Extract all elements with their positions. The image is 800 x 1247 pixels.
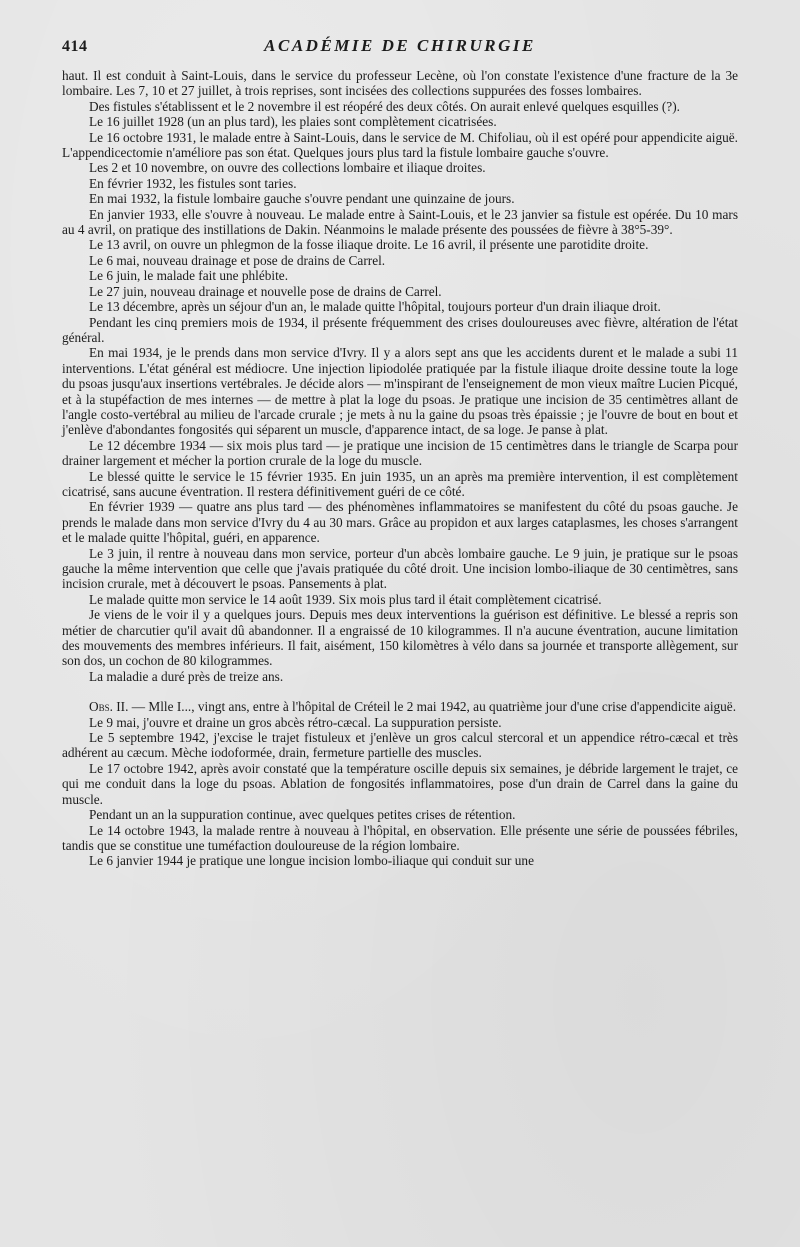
- observation-label: Obs. II.: [89, 699, 129, 715]
- paragraph: Le 14 octobre 1943, la malade rentre à nouveau à l'hôpital, en observation. Elle présente une série de poussées fébriles, tandis que se constitue une tuméfaction douloureuse de la région lombaire.: [62, 822, 738, 853]
- paragraph: Le 16 octobre 1931, le malade entre à Saint-Louis, dans le service de M. Chifoliau, où il est opéré pour appendicite aiguë. L'appendicectomie n'améliore pas son état. Quelques jours plus tard la fistule lombaire gauche s'ouvre.: [62, 129, 738, 161]
- paragraph: En février 1939 — quatre ans plus tard — des phénomènes inflammatoires se manifestent du côté du psoas gauche. Je prends le malade dans mon service d'Ivry du 4 au 30 mars. Grâce au propidon et aux larges cataplasmes, les choses s'arrangent et le malade quitte l'hôpital, guéri, en apparence.: [62, 499, 738, 546]
- paragraph: En mai 1932, la fistule lombaire gauche s'ouvre pendant une quinzaine de jours.: [89, 191, 515, 207]
- paragraph: Pendant un an la suppuration continue, avec quelques petites crises de rétention.: [89, 807, 516, 823]
- running-header: [0, 34, 800, 60]
- paragraph: En février 1932, les fistules sont taries.: [89, 175, 297, 191]
- paragraph: Le 13 avril, on ouvre un phlegmon de la fosse iliaque droite. Le 16 avril, il présente une parotidite droite.: [89, 237, 649, 253]
- body-text: [62, 68, 738, 869]
- paragraph: Je viens de le voir il y a quelques jours. Depuis mes deux interventions la guérison est définitive. Le blessé a repris son métier de charcutier qu'il avait dû abandonner. Il a engraissé de 10 kilogrammes. Il n'a aucune éventration, aucune limitation des mouvements des membres inférieurs. Il fait, aisément, 150 kilomètres à vélo dans sa journée et transporte allègement, sur son dos, un cochon de 80 kilogrammes.: [62, 607, 738, 669]
- observation-text: — Mlle I..., vingt ans, entre à l'hôpital de Créteil le 2 mai 1942, au quatrième jour d'une crise d'appendicite aiguë.: [128, 699, 737, 715]
- paragraph: Le 6 juin, le malade fait une phlébite.: [89, 268, 289, 284]
- paragraph: Le 6 mai, nouveau drainage et pose de drains de Carrel.: [89, 252, 386, 268]
- paragraph: Le 16 juillet 1928 (un an plus tard), les plaies sont complètement cicatrisées.: [89, 114, 497, 130]
- paragraph: Le malade quitte mon service le 14 août 1939. Six mois plus tard il était complètement cicatrisé.: [89, 591, 602, 607]
- journal-title: ACADÉMIE DE CHIRURGIE: [264, 36, 536, 55]
- paragraph: Le 3 juin, il rentre à nouveau dans mon service, porteur d'un abcès lombaire gauche. Le 9 juin, je pratique sur le psoas gauche la même intervention que celle que j'avais pratiquée du côté droit. Une incision lombo-iliaque de 30 centimètres, sans incision crurale, met à découvert le psoas. Pansements à plat.: [62, 545, 738, 592]
- paragraph: Les 2 et 10 novembre, on ouvre des collections lombaire et iliaque droites.: [89, 160, 486, 176]
- paragraph: Le 13 décembre, après un séjour d'un an, le malade quitte l'hôpital, toujours porteur d'un drain iliaque droit.: [89, 299, 661, 315]
- paragraph: La maladie a duré près de treize ans.: [89, 668, 284, 684]
- paragraph: Pendant les cinq premiers mois de 1934, il présente fréquemment des crises douloureuses avec fièvre, altération de l'état général.: [62, 314, 738, 345]
- page-number: 414: [62, 38, 88, 55]
- paragraph: Le blessé quitte le service le 15 février 1935. En juin 1935, un an après ma première intervention, il est complètement cicatrisé, sans aucune éventration. Il restera définitivement guéri de ce côté.: [62, 468, 738, 499]
- paragraph: haut. Il est conduit à Saint-Louis, dans le service du professeur Lecène, où l'on constate l'existence d'une fracture de la 3e lombaire. Les 7, 10 et 27 juillet, à trois reprises, sont incisées des collections suppurées des fosses lombaires.: [62, 68, 738, 99]
- paragraph: Le 17 octobre 1942, après avoir constaté que la température oscille depuis six semaines, je débride largement le trajet, ce qui me conduit dans la loge du psoas. Ablation de fongosités inflammatoires, pose d'un drain de Carrel dans la gaine du muscle.: [62, 760, 738, 807]
- paragraph: Le 9 mai, j'ouvre et draine un gros abcès rétro-cæcal. La suppuration persiste.: [89, 714, 502, 730]
- paragraph: Le 12 décembre 1934 — six mois plus tard — je pratique une incision de 15 centimètres dans le triangle de Scarpa pour drainer largement et mécher la portion crurale de la loge du muscle.: [62, 437, 738, 469]
- paragraph: En mai 1934, je le prends dans mon service d'Ivry. Il y a alors sept ans que les accidents durent et le malade a subi 11 interventions. L'état général est médiocre. Une injection lipiodolée pratiquée par la fistule iliaque droite dessine toute la loge du psoas jusqu'aux insertions vertébrales. Je décide alors — m'inspirant de l'enseignement de mon vieux maître Lucien Picqué, et à la stupéfaction de mes internes — de mettre à plat la loge du psoas. Je pratique une incision de 35 centimètres allant de l'angle costo-vertébral au milieu de l'arcade crurale ; je mets à nu la gaine du psoas très épaissie ; je l'ouvre de bout en bout et j'enlève d'abondantes fongosités qui séparent un muscle, d'apparence intact, de sa loge. Je panse à plat.: [62, 345, 738, 438]
- observation-paragraph: [62, 699, 738, 714]
- paragraph: Le 5 septembre 1942, j'excise le trajet fistuleux et j'enlève un gros calcul stercoral et un appendice rétro-cæcal et très adhérent au cæcum. Mèche iodoformée, drain, fermeture partielle des muscles.: [62, 730, 738, 761]
- paragraph: Le 27 juin, nouveau drainage et nouvelle pose de drains de Carrel.: [89, 283, 442, 299]
- paragraph: Le 6 janvier 1944 je pratique une longue incision lombo-iliaque qui conduit sur une: [89, 853, 534, 869]
- paragraph: Des fistules s'établissent et le 2 novembre il est réopéré des deux côtés. On aurait enlevé quelques esquilles (?).: [89, 98, 680, 114]
- paragraph: En janvier 1933, elle s'ouvre à nouveau. Le malade entre à Saint-Louis, et le 23 janvier sa fistule est opérée. Du 10 mars au 4 avril, on pratique des instillations de Dakin. Néanmoins le malade présente des poussées de fièvre à 38°5-39°.: [62, 206, 738, 238]
